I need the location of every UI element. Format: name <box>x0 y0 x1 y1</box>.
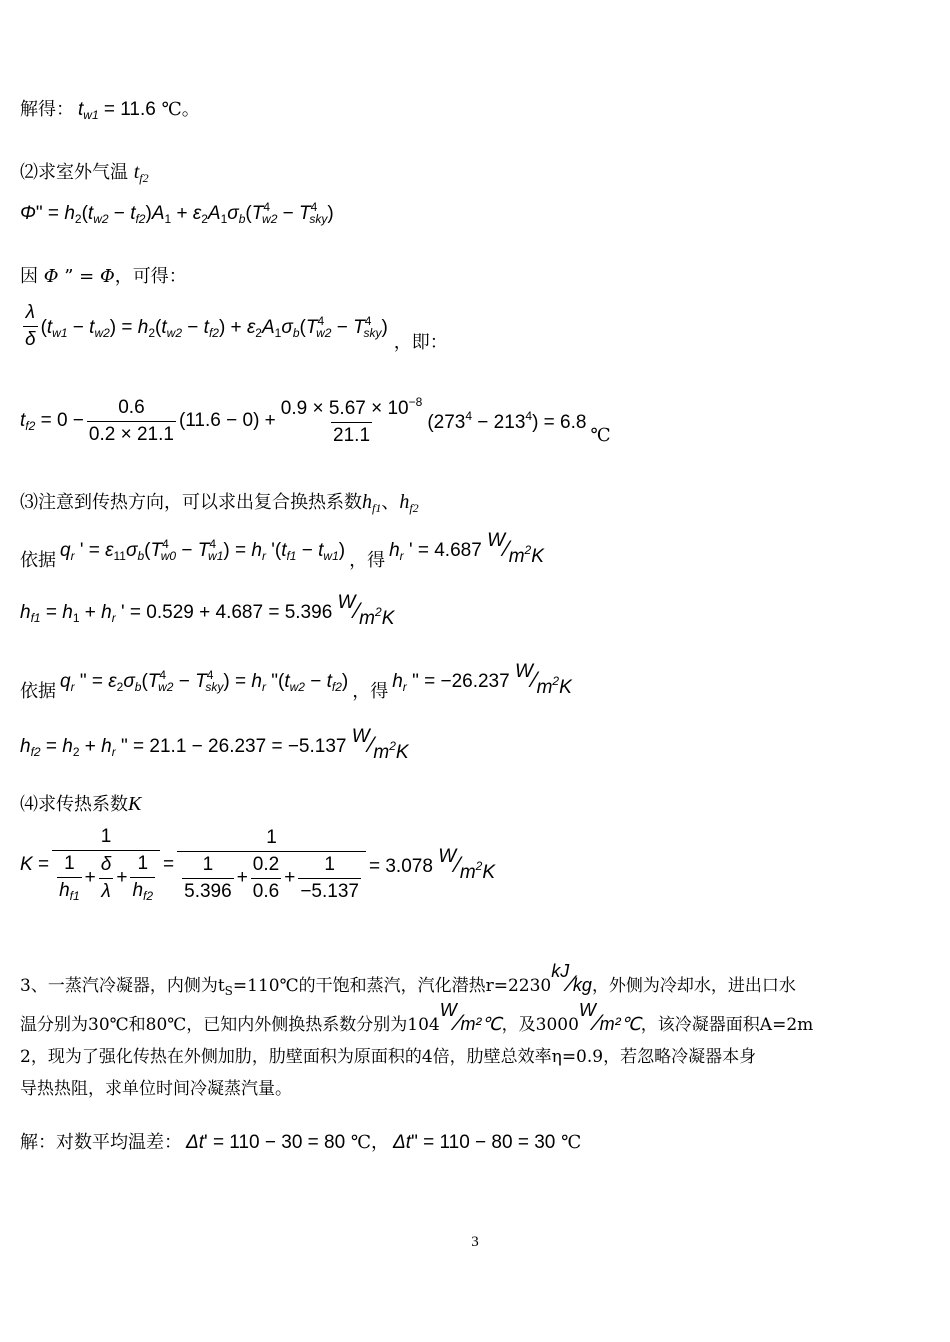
problem-3-text-f: ，该冷凝器面积A=2m <box>640 1015 814 1035</box>
solve-tw1-line: 解得： $t_{w1} = 11.6$ ℃。 <box>20 99 200 122</box>
solution-line: 解：对数平均温差： Δt' = 110 − 30 = 80 ℃， Δt" = 110 − 80 = 30 ℃ <box>20 1132 582 1153</box>
because-line: 因 Φ ” = Φ，可得： <box>20 266 187 287</box>
problem-3-text-b: =110℃的干饱和蒸汽，汽化潜热r=2230 <box>232 976 552 996</box>
step-2-heading: ⑵求室外气温 $t_{f2}$ <box>20 161 149 185</box>
problem-3-text-e: ，及3000 <box>501 1015 579 1035</box>
step-3-heading: ⑶注意到传热方向，可以求出复合换热系数$h_{f1}$、$h_{f2}$ <box>20 491 419 515</box>
problem-3-text-h: 导热热阻，求单位时间冷凝蒸汽量。 <box>20 1079 292 1099</box>
k-equation: K = 1 $\frac{1}{h_{f1}}$ + $\frac{\delta}{\lambda}$ + $\frac{1}{h_{f2}}$ = 1 $\frac{1}{5.396}$ + $\frac{0.2}{0.6}$ + $\frac{1}{-5.137}$ = 3.078 $W⁄m^2K$ <box>20 826 496 903</box>
qr2-line: 依据 $q_r$ " = $\varepsilon_2\sigma_b(T^4_{w2} - T^4_{sky}) = h_r$ "$(t_{w2} - t_{f2})$ ，得 $h_r$ " = −26.237 $W⁄m^2K$ <box>20 661 572 702</box>
problem-3-text-a: 3、一蒸汽冷凝器，内侧为t <box>20 976 225 996</box>
problem-3-text-d: 温分别为30℃和80℃，已知内外侧换热系数分别为104 <box>20 1015 440 1035</box>
problem-3-paragraph: 3、一蒸汽冷凝器，内侧为$t_S=110℃$的干饱和蒸汽，汽化潜热r=2230kJ⁄kg，外侧为冷却水，进出口水 温分别为30℃和80℃，已知内外侧换热系数分别为104W⁄m²℃，及3000W⁄m²℃，该冷凝器面积A=2m 2，现为了强化传热在外侧加肋，肋壁面积为原面积的4倍，肋壁总效率η=0.9，若忽略冷凝器本身 导热热阻，求单位时间冷凝蒸汽量。 <box>20 961 814 1099</box>
tf2-equation: $t_{f2} = 0$ − $\frac{0.6}{0.2 \times 21.1}$ (11.6 − 0) + $\frac{0.9 \times 5.67 \times 10^{-8}}{21.1}$ $(273^4 - 213^4) = 6.8$ ℃ <box>20 395 611 446</box>
step-4-heading: ⑷求传热系数K <box>20 793 142 815</box>
problem-3-text-c: ，外侧为冷却水，进出口水 <box>591 976 796 996</box>
solve-label: 解得： <box>20 99 74 120</box>
problem-3-text-g: 2，现为了强化传热在外侧加肋，肋壁面积为原面积的4倍，肋壁总效率η=0.9，若忽略冷凝器本身 <box>20 1047 757 1067</box>
hf2-equation: $h_{f2} = h_2 + h_r$ " = 21.1 − 26.237 = −5.137 $W⁄m^2K$ <box>20 726 409 763</box>
hf1-equation: $h_{f1} = h_1 + h_r$ ' = 0.529 + 4.687 = 5.396 $W⁄m^2K$ <box>20 592 395 629</box>
solution-label: 解：对数平均温差： <box>20 1132 182 1153</box>
phi-equation: Φ" = $h_2(t_{w2} - t_{f2})A_1 + \varepsilon_2A_1\sigma_b(T^4_{w2} - T^4_{sky})$ <box>20 200 334 226</box>
qr1-line: 依据 $q_r$ ' = $\varepsilon_{11}\sigma_b(T^4_{w0} - T^4_{w1}) = h_r$ '$(t_{f1} - t_{w1})$ ，得 $h_r$ ' = 4.687 $W⁄m^2K$ <box>20 530 544 571</box>
page-number: 3 <box>471 1234 479 1250</box>
balance-equation: $\frac{\lambda}{\delta}$ $(t_{w1} - t_{w2}) = h_2(t_{w2} - t_{f2}) + \varepsilon_2A_1\sigma_b(T^4_{w2} - T^4_{sky})$ ，即： <box>25 302 448 353</box>
namely-text: ，即： <box>393 331 448 353</box>
tw1-result: $t_{w1} = 11.6$ <box>78 99 156 122</box>
